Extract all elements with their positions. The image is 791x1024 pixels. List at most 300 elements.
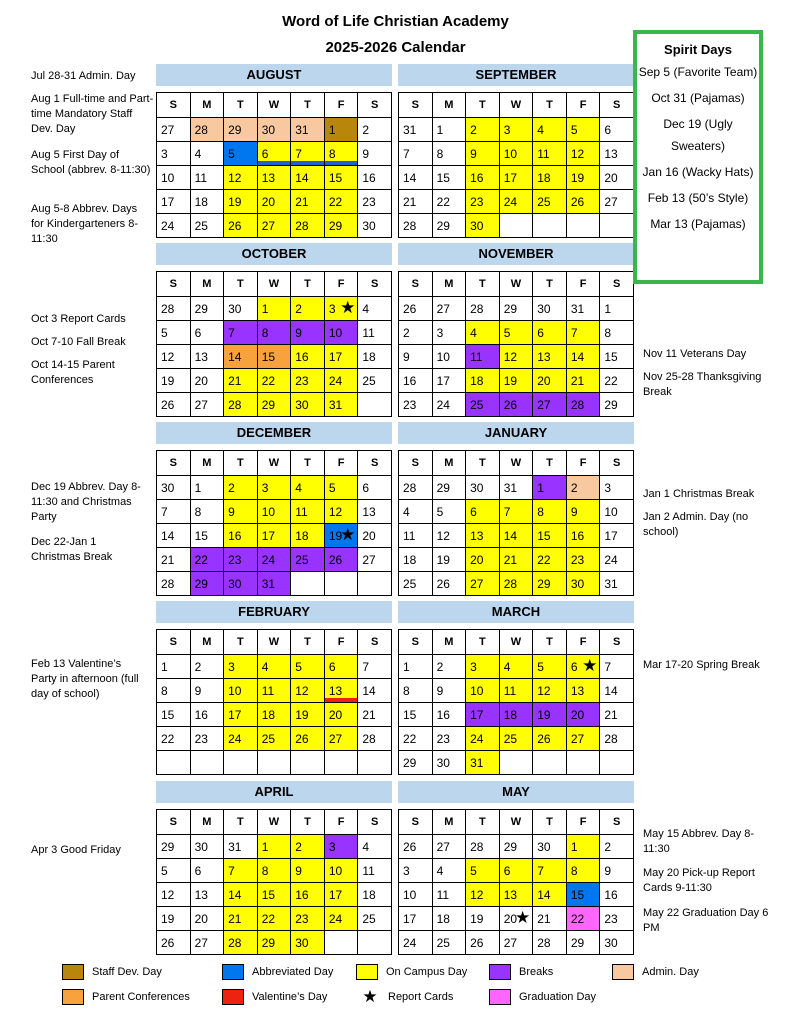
day-number: 20	[328, 707, 343, 722]
day-cell	[533, 883, 567, 907]
month-table	[156, 809, 392, 955]
day-number: 30	[436, 755, 450, 770]
day-number: 13	[362, 504, 376, 519]
day-number: 14	[228, 887, 242, 902]
day-cell	[399, 297, 433, 321]
weekday-header: S	[399, 93, 433, 118]
day-cell	[257, 655, 291, 679]
month-table	[398, 271, 634, 417]
day-cell	[157, 703, 191, 727]
day-number: 25	[194, 218, 208, 233]
day-cell	[257, 345, 291, 369]
day-cell	[432, 572, 466, 596]
day-cell	[324, 142, 358, 166]
week-row	[399, 859, 634, 883]
day-cell	[224, 835, 258, 859]
day-number: 27	[436, 839, 450, 854]
day-cell	[600, 190, 634, 214]
day-cell	[499, 907, 533, 931]
day-cell	[533, 166, 567, 190]
day-number: 3	[436, 325, 444, 340]
day-number: 2	[295, 301, 302, 316]
day-cell	[291, 655, 325, 679]
day-number: 12	[436, 528, 450, 543]
day-number: 30	[295, 935, 309, 950]
month-march	[398, 601, 634, 775]
day-cell	[432, 835, 466, 859]
day-number: 11	[436, 887, 450, 902]
day-cell	[190, 393, 224, 417]
day-number: 19	[161, 911, 175, 926]
legend-staff-dev	[62, 964, 162, 980]
day-cell	[257, 883, 291, 907]
day-number: 28	[503, 576, 518, 591]
day-number: 16	[295, 349, 309, 364]
day-number: 4	[403, 504, 410, 519]
weekday-header: S	[600, 93, 634, 118]
day-cell	[466, 142, 500, 166]
day-number: 10	[161, 170, 175, 185]
day-cell	[358, 166, 392, 190]
weekday-header: S	[358, 630, 392, 655]
day-cell	[399, 214, 433, 238]
day-number: 21	[503, 552, 518, 567]
admin-swatch	[612, 964, 634, 980]
report-card-star-icon: ★	[582, 656, 598, 675]
day-cell	[157, 190, 191, 214]
day-cell	[190, 190, 224, 214]
day-number: 1	[161, 659, 168, 674]
day-cell	[399, 476, 433, 500]
weekday-header: T	[466, 810, 500, 835]
day-cell	[291, 476, 325, 500]
day-number: 25	[537, 194, 551, 209]
day-number: 11	[261, 683, 275, 698]
day-number: 2	[403, 325, 410, 340]
month-february	[156, 601, 392, 775]
day-number: 31	[228, 839, 242, 854]
day-cell	[499, 476, 533, 500]
day-number: 25	[503, 731, 518, 746]
month-table	[398, 92, 634, 238]
day-cell	[399, 118, 433, 142]
day-number: 8	[194, 504, 202, 519]
day-cell	[499, 859, 533, 883]
day-cell	[358, 393, 392, 417]
day-number: 12	[295, 683, 309, 698]
day-number: 17	[161, 194, 175, 209]
day-cell	[190, 369, 224, 393]
legend-admin	[612, 964, 699, 980]
note-veterans-day: Nov 11 Veterans Day	[643, 348, 747, 360]
day-cell	[358, 476, 392, 500]
day-number: 29	[604, 397, 618, 412]
day-number: 1	[570, 839, 578, 854]
month-header: AUGUST	[156, 64, 392, 86]
note-parent-conferences: Oct 14-15 Parent Conferences	[31, 359, 115, 386]
day-number: 30	[228, 301, 242, 316]
weekday-header: S	[157, 630, 191, 655]
day-cell	[533, 345, 567, 369]
day-number: 21	[537, 911, 551, 926]
day-cell	[291, 369, 325, 393]
day-cell	[324, 476, 358, 500]
day-cell	[157, 548, 191, 572]
day-cell	[566, 727, 600, 751]
note-jan-christmas-break: Jan 1 Christmas Break	[643, 488, 755, 500]
day-cell	[157, 214, 191, 238]
week-row	[399, 190, 634, 214]
day-cell	[600, 907, 634, 931]
day-cell	[257, 679, 291, 703]
day-number: 26	[570, 194, 585, 209]
day-cell	[566, 931, 600, 955]
on-campus-swatch	[356, 964, 378, 980]
report-card-star-icon: ★	[340, 525, 356, 544]
day-number: 13	[194, 349, 208, 364]
day-number: 13	[328, 683, 343, 698]
day-cell	[157, 751, 191, 775]
day-cell	[324, 321, 358, 345]
day-cell	[566, 703, 600, 727]
day-number: 12	[161, 887, 175, 902]
day-number: 23	[570, 552, 585, 567]
month-header: OCTOBER	[156, 243, 392, 265]
day-number: 9	[228, 504, 235, 519]
day-cell	[499, 727, 533, 751]
day-number: 14	[570, 349, 585, 364]
week-row	[157, 321, 392, 345]
day-cell	[533, 500, 567, 524]
week-row	[399, 548, 634, 572]
week-row	[157, 190, 392, 214]
day-cell	[432, 524, 466, 548]
day-cell	[224, 369, 258, 393]
day-number: 30	[295, 397, 309, 412]
legend-graduation	[489, 989, 596, 1005]
breaks-swatch	[489, 964, 511, 980]
day-cell	[291, 703, 325, 727]
day-number: 8	[261, 325, 269, 340]
day-cell	[499, 142, 533, 166]
day-cell	[399, 835, 433, 859]
day-number: 18	[403, 552, 417, 567]
day-cell	[600, 931, 634, 955]
day-number: 2	[228, 480, 235, 495]
day-number: 27	[194, 397, 208, 412]
day-cell	[399, 572, 433, 596]
day-number: 28	[295, 218, 309, 233]
day-number: 20	[261, 194, 276, 209]
day-number: 1	[194, 480, 202, 495]
weekday-header: T	[224, 93, 258, 118]
weekday-header: S	[600, 272, 634, 297]
day-number: 20	[470, 552, 484, 567]
day-cell	[432, 393, 466, 417]
day-number: 17	[403, 911, 417, 926]
month-header: NOVEMBER	[398, 243, 634, 265]
day-cell	[157, 883, 191, 907]
legend-label: Breaks	[519, 966, 554, 978]
day-cell	[257, 190, 291, 214]
day-number: 29	[503, 839, 518, 854]
legend-label: Staff Dev. Day	[92, 966, 162, 978]
day-cell	[257, 369, 291, 393]
day-cell	[533, 835, 567, 859]
day-cell	[224, 727, 258, 751]
weekday-header: W	[257, 451, 291, 476]
day-number: 22	[537, 552, 551, 567]
day-number: 16	[604, 887, 618, 902]
day-cell	[224, 883, 258, 907]
week-row	[399, 500, 634, 524]
day-cell	[190, 679, 224, 703]
day-number: 11	[503, 683, 517, 698]
note-christmas-break: Dec 22-Jan 1 Christmas Break	[31, 536, 113, 563]
day-number: 17	[328, 349, 343, 364]
star-icon: ★	[362, 987, 378, 1006]
spirit-days-box	[633, 30, 763, 284]
day-number: 28	[403, 218, 417, 233]
day-number: 29	[436, 218, 450, 233]
day-number: 22	[261, 373, 276, 388]
week-row	[399, 835, 634, 859]
day-cell	[432, 883, 466, 907]
month-table	[156, 629, 392, 775]
day-number: 7	[537, 863, 544, 878]
day-cell	[432, 190, 466, 214]
day-cell	[466, 655, 500, 679]
day-number: 31	[328, 397, 343, 412]
day-cell	[466, 524, 500, 548]
day-cell	[224, 476, 258, 500]
day-cell	[566, 572, 600, 596]
parent-conferences-swatch	[62, 989, 84, 1005]
day-cell	[399, 524, 433, 548]
day-number: 5	[537, 659, 544, 674]
day-cell	[224, 142, 258, 166]
day-number: 10	[403, 887, 417, 902]
weekday-header: T	[533, 93, 567, 118]
legend-breaks	[489, 964, 553, 980]
day-number: 7	[161, 504, 168, 519]
day-number: 13	[194, 887, 208, 902]
day-number: 20	[604, 170, 618, 185]
note-fall-break: Oct 7-10 Fall Break	[31, 336, 126, 348]
day-number: 22	[328, 194, 343, 209]
weekday-header: F	[566, 451, 600, 476]
day-cell	[566, 166, 600, 190]
legend-on-campus	[356, 964, 467, 980]
day-number: 17	[436, 373, 450, 388]
day-cell	[533, 727, 567, 751]
weekday-header: F	[324, 272, 358, 297]
week-row	[157, 500, 392, 524]
day-cell	[190, 297, 224, 321]
day-number: 17	[228, 707, 242, 722]
report-card-star-icon: ★	[515, 908, 531, 927]
day-number: 9	[295, 325, 302, 340]
weekday-header: T	[466, 93, 500, 118]
spirit-day-item: Dec 19 (Ugly Sweaters)	[663, 117, 733, 153]
day-cell	[466, 214, 500, 238]
day-cell	[566, 883, 600, 907]
spirit-day-item: Jan 16 (Wacky Hats)	[642, 165, 754, 179]
day-number: 26	[328, 552, 343, 567]
day-number: 2	[436, 659, 444, 674]
day-number: 8	[328, 146, 336, 161]
day-cell	[291, 679, 325, 703]
day-cell	[358, 190, 392, 214]
spirit-day-item: Sep 5 (Favorite Team)	[638, 65, 758, 79]
week-row	[399, 931, 634, 955]
day-cell	[432, 476, 466, 500]
day-number: 23	[295, 911, 309, 926]
day-number: 29	[503, 301, 518, 316]
day-number: 23	[436, 731, 450, 746]
week-row	[399, 727, 634, 751]
day-number: 7	[403, 146, 410, 161]
day-cell	[157, 500, 191, 524]
day-number: 29	[161, 839, 175, 854]
day-number: 28	[604, 731, 618, 746]
day-cell	[533, 369, 567, 393]
day-number: 30	[470, 480, 484, 495]
day-cell	[224, 321, 258, 345]
day-number: 19	[503, 373, 518, 388]
day-number: 14	[228, 349, 242, 364]
week-row	[157, 727, 392, 751]
day-cell	[566, 476, 600, 500]
day-number: 12	[537, 683, 551, 698]
day-number: 31	[295, 122, 309, 137]
note-graduation: May 22 Graduation Day 6 PM	[643, 907, 769, 934]
weekday-header: F	[324, 93, 358, 118]
weekday-header: S	[399, 630, 433, 655]
day-cell	[257, 476, 291, 500]
day-number: 24	[503, 194, 518, 209]
day-cell	[291, 297, 325, 321]
day-number: 21	[570, 373, 585, 388]
day-cell	[324, 679, 358, 703]
weekday-header: F	[566, 272, 600, 297]
day-number: 2	[362, 122, 370, 137]
day-number: 16	[228, 528, 242, 543]
day-cell	[190, 118, 224, 142]
day-cell	[399, 142, 433, 166]
day-cell	[499, 703, 533, 727]
day-cell	[291, 727, 325, 751]
day-cell	[358, 883, 392, 907]
day-number: 29	[261, 935, 276, 950]
day-number: 24	[403, 935, 417, 950]
day-cell	[358, 548, 392, 572]
note-spring-break: Mar 17-20 Spring Break	[643, 659, 760, 671]
day-number: 29	[228, 122, 242, 137]
day-number: 1	[261, 301, 269, 316]
day-number: 12	[228, 170, 242, 185]
day-number: 6	[570, 659, 578, 674]
month-october	[156, 243, 392, 417]
day-cell	[533, 931, 567, 955]
day-number: 2	[604, 839, 612, 854]
day-cell	[257, 548, 291, 572]
day-number: 3	[328, 839, 336, 854]
day-cell	[499, 548, 533, 572]
day-number: 30	[470, 218, 484, 233]
report-card-star-icon: ★	[340, 298, 356, 317]
day-number: 22	[403, 731, 417, 746]
day-number: 22	[261, 911, 276, 926]
day-cell	[157, 931, 191, 955]
month-november	[398, 243, 634, 417]
week-row	[399, 393, 634, 417]
day-cell	[466, 572, 500, 596]
day-cell	[566, 297, 600, 321]
day-number: 14	[604, 683, 618, 698]
week-row	[399, 345, 634, 369]
day-cell	[257, 500, 291, 524]
day-number: 27	[328, 731, 343, 746]
day-number: 9	[295, 863, 302, 878]
day-number: 18	[362, 887, 376, 902]
day-number: 30	[362, 218, 376, 233]
day-cell	[466, 297, 500, 321]
weekday-header: W	[257, 272, 291, 297]
day-number: 10	[470, 683, 484, 698]
day-number: 12	[161, 349, 175, 364]
day-cell	[533, 321, 567, 345]
week-row	[157, 931, 392, 955]
day-cell	[566, 548, 600, 572]
day-number: 25	[295, 552, 309, 567]
day-number: 4	[503, 659, 511, 674]
day-number: 4	[362, 301, 370, 316]
day-cell	[499, 500, 533, 524]
day-number: 12	[503, 349, 518, 364]
day-cell	[566, 524, 600, 548]
week-row	[157, 476, 392, 500]
day-cell	[157, 572, 191, 596]
day-cell	[566, 835, 600, 859]
day-cell	[157, 524, 191, 548]
day-cell	[257, 214, 291, 238]
day-cell	[190, 476, 224, 500]
day-number: 7	[362, 659, 370, 674]
day-number: 10	[328, 325, 343, 340]
day-number: 19	[537, 707, 551, 722]
day-number: 26	[295, 731, 309, 746]
day-cell	[291, 883, 325, 907]
weekday-header: F	[566, 93, 600, 118]
day-cell	[358, 345, 392, 369]
weekday-header: T	[466, 451, 500, 476]
day-cell	[358, 655, 392, 679]
day-number: 28	[537, 935, 551, 950]
day-cell	[466, 369, 500, 393]
day-cell	[257, 142, 291, 166]
week-row	[157, 393, 392, 417]
day-number: 24	[261, 552, 276, 567]
day-cell	[291, 345, 325, 369]
day-number: 22	[604, 373, 618, 388]
month-table	[398, 629, 634, 775]
day-cell	[600, 751, 634, 775]
week-row	[157, 655, 392, 679]
day-number: 26	[161, 935, 175, 950]
day-number: 15	[261, 887, 276, 902]
note-valentines-party: Feb 13 Valentine’s Party in afternoon (full day of school)	[31, 658, 139, 700]
